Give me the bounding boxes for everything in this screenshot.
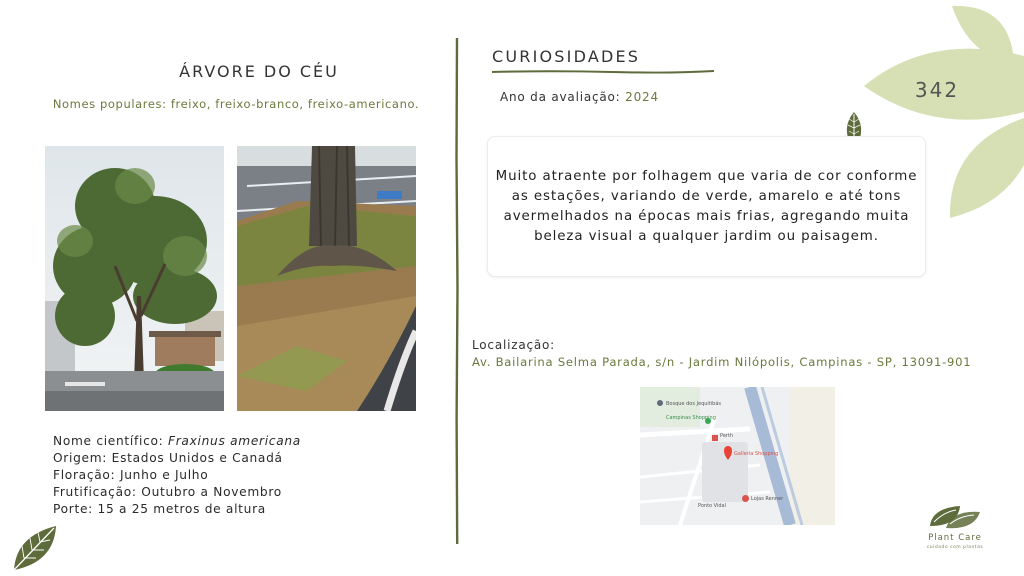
vertical-divider	[455, 38, 459, 544]
logo-tagline: cuidado com plantas	[926, 545, 984, 550]
map-label: Campinas Shopping	[666, 415, 716, 421]
leaf-icon	[10, 522, 62, 572]
location-map[interactable]	[640, 387, 835, 525]
tree-photo	[45, 146, 224, 411]
location-address: Av. Bailarina Selma Parada, s/n - Jardim Nilópolis, Campinas - SP, 13091-901	[472, 355, 972, 369]
logo-name: Plant Care	[928, 533, 982, 543]
map-label: Perth	[720, 433, 734, 439]
map-label: Ponto Vidal	[698, 503, 727, 509]
tree-number: 342	[914, 78, 960, 102]
fact-size: Porte: 15 a 25 metros de altura	[53, 502, 266, 516]
tree-title: ÁRVORE DO CÉU	[179, 62, 339, 81]
scientific-name-value: Fraxinus americana	[168, 434, 301, 448]
curiosities-title: CURIOSIDADES	[492, 47, 641, 66]
title-underline	[492, 69, 714, 74]
curiosity-text: Muito atraente por folhagem que varia de cor conforme as estações, variando de verde, amarelo e até tons avermelhados na épocas mais frias, agregando muita beleza visual a qualquer jardim ou paisagem.	[495, 169, 918, 244]
curiosity-card	[487, 136, 926, 277]
fact-fruiting: Frutificação: Outubro a Novembro	[53, 485, 282, 499]
map-label: Galleria Shopping	[734, 451, 779, 457]
popular-names: Nomes populares: freixo, freixo-branco, freixo-americano.	[52, 97, 420, 111]
tree-facts	[53, 433, 301, 518]
map-label: Lojas Renner	[751, 496, 784, 502]
fact-flowering: Floração: Junho e Julho	[53, 468, 209, 482]
trunk-photo	[237, 146, 416, 411]
fact-origin: Origem: Estados Unidos e Canadá	[53, 451, 283, 465]
evaluation-year-value: 2024	[625, 90, 659, 104]
fact-scientific-name: Nome científico: Fraxinus americana	[53, 434, 301, 448]
map-label: Bosque dos Jequitibás	[666, 401, 722, 407]
location-label: Localização:	[472, 338, 556, 352]
evaluation-year: Ano da avaliação: 2024	[500, 90, 659, 104]
